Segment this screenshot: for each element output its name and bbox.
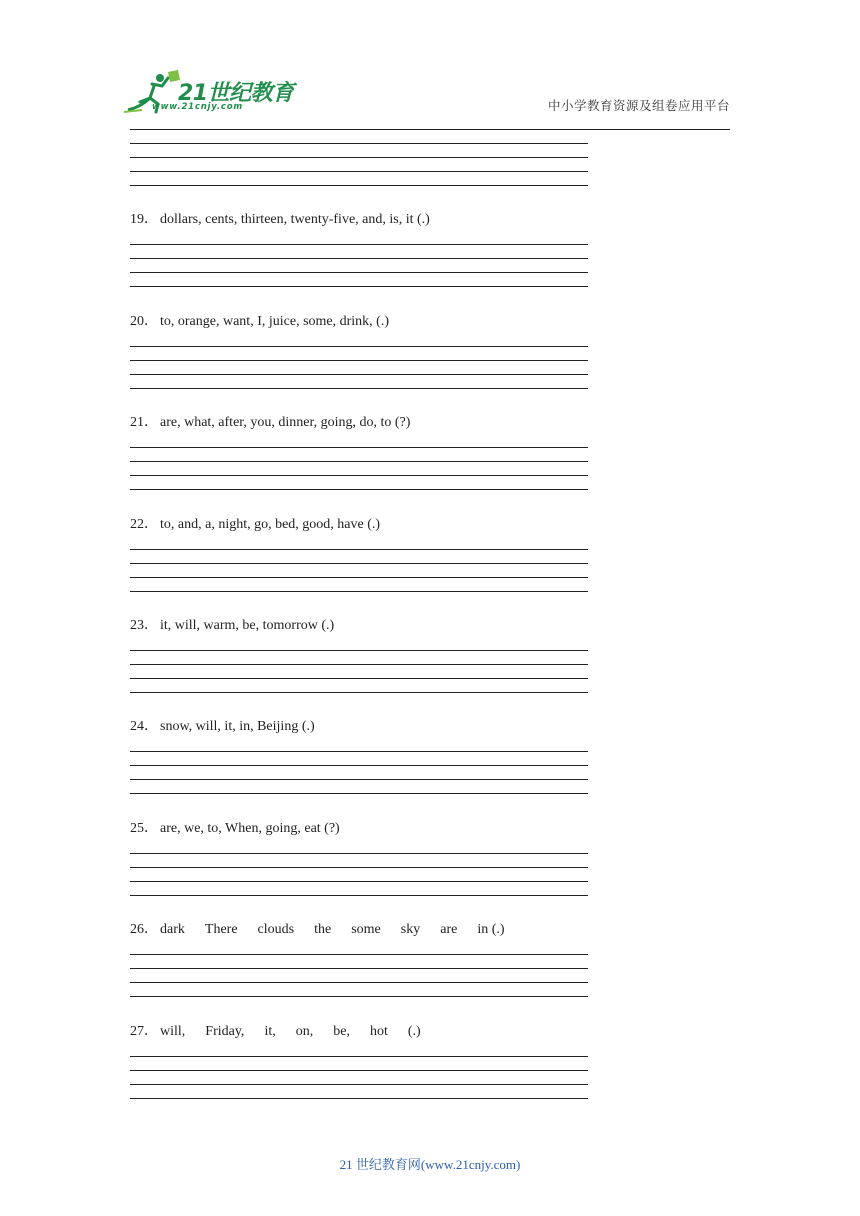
logo-text: 21世纪教育	[178, 81, 294, 106]
question-number: 27．	[130, 1024, 158, 1039]
question-text: it, will, warm, be, tomorrow (.)	[160, 618, 335, 633]
question-number: 24．	[130, 719, 158, 734]
site-logo	[122, 70, 292, 116]
question-text: to, and, a, night, go, bed, good, have (.)	[160, 517, 381, 532]
question-number: 19．	[130, 212, 158, 227]
question-word: in (.)	[477, 922, 505, 937]
question-number: 22．	[130, 517, 158, 532]
question-21	[130, 411, 410, 431]
header-tagline: 中小学教育资源及组卷应用平台	[547, 98, 730, 113]
question-word: There	[204, 922, 238, 937]
question-text: are, we, to, When, going, eat (?)	[160, 821, 340, 836]
question-word: clouds	[257, 922, 295, 937]
question-number: 26．	[130, 922, 158, 937]
question-word: sky	[400, 922, 421, 937]
question-word: will,	[160, 1024, 186, 1039]
question-word: the	[314, 922, 332, 937]
question-23	[130, 614, 334, 634]
question-text: dollars, cents, thirteen, twenty-five, and, is, it (.)	[160, 212, 430, 227]
question-word: are	[440, 922, 458, 937]
question-25	[130, 817, 340, 837]
question-24	[130, 715, 315, 735]
header-rule	[130, 129, 730, 130]
question-26	[130, 918, 505, 938]
question-text: are, what, after, you, dinner, going, do, to (?)	[160, 415, 411, 430]
question-word: on,	[295, 1024, 314, 1039]
question-20	[130, 310, 389, 330]
question-word: (.)	[407, 1024, 421, 1039]
question-number: 21．	[130, 415, 158, 430]
question-word: be,	[333, 1024, 350, 1039]
page-header	[0, 0, 860, 132]
logo-url: www.21cnjy.com	[152, 102, 243, 112]
question-19	[130, 208, 430, 228]
question-number: 23．	[130, 618, 158, 633]
question-text: to, orange, want, I, juice, some, drink, (.)	[160, 314, 389, 329]
question-word: Friday,	[205, 1024, 245, 1039]
question-word: some	[351, 922, 381, 937]
question-text: snow, will, it, in, Beijing (.)	[160, 719, 315, 734]
question-22	[130, 513, 380, 533]
question-number: 25．	[130, 821, 158, 836]
question-27	[130, 1020, 421, 1040]
question-word: dark	[160, 922, 185, 937]
page-footer: 21 世纪教育网(www.21cnjy.com)	[339, 1157, 521, 1172]
question-word: it,	[264, 1024, 276, 1039]
question-number: 20．	[130, 314, 158, 329]
question-word: hot	[369, 1024, 388, 1039]
